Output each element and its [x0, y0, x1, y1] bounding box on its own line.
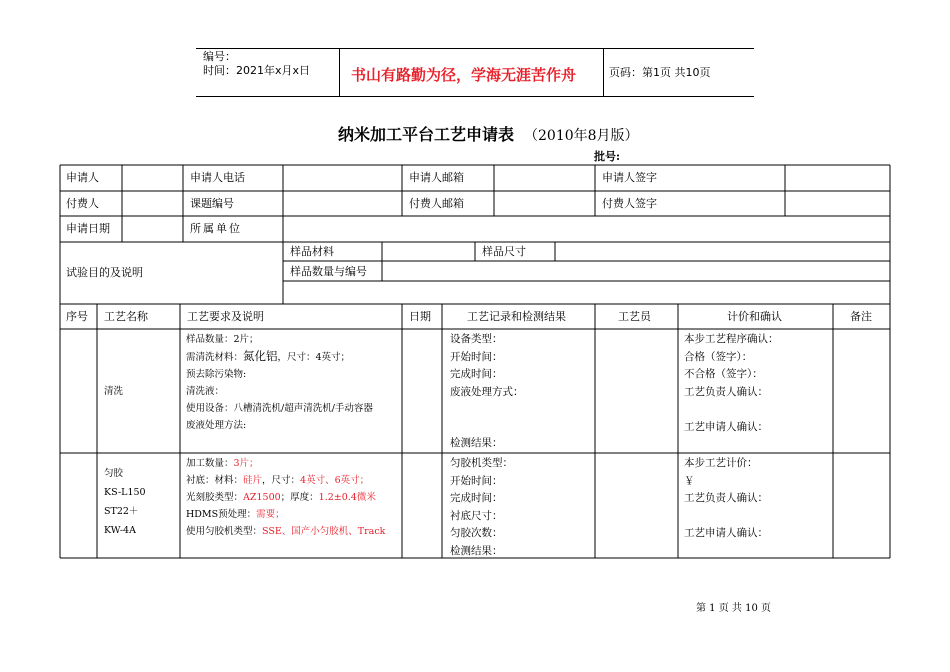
- cleaning-pricing: [684, 331, 779, 401]
- cleaning-qty: 样品数量：2片；: [186, 334, 259, 345]
- cleaning-liquid: 清洗液：: [186, 386, 225, 397]
- coating-name-line-4: KW-4A: [104, 525, 136, 536]
- page-footer: 第 1 页 共 10 页: [696, 603, 771, 614]
- coating-records: [450, 455, 513, 560]
- coating-qty: 加工数量：3片；: [186, 458, 259, 469]
- coating-substrate-size: 衬底尺寸：: [450, 509, 503, 522]
- coating-name-line-3: ST22＋: [104, 506, 139, 517]
- cleaning-owner-confirm: 工艺负责人确认：: [684, 385, 768, 398]
- label-project-number: 课题编号: [190, 197, 234, 210]
- label-payer-email: 付费人邮箱: [409, 197, 464, 210]
- coating-pricing: [684, 455, 768, 508]
- form-title-text: 纳米加工平台工艺申请表: [338, 125, 515, 144]
- coating-start-time: 开始时间：: [450, 474, 503, 487]
- cleaning-fail-sign: 不合格（签字）：: [684, 368, 763, 380]
- cleaning-step-confirm: 本步工艺程序确认：: [684, 333, 779, 345]
- cleaning-requirements: [186, 331, 373, 434]
- page-info: 页码：第1页 共10页: [609, 66, 711, 79]
- motto-banner: 书山有路勤为径，学海无涯苦作舟: [351, 66, 577, 84]
- label-apply-date: 申请日期: [66, 222, 110, 235]
- batch-number-label: 批号:: [594, 150, 621, 163]
- label-applicant-phone: 申请人电话: [190, 171, 245, 184]
- cleaning-applicant-confirm: 工艺申请人确认：: [684, 421, 768, 433]
- col-header-records: 工艺记录和检测结果: [467, 310, 566, 323]
- document-number-label: 编号：: [203, 50, 236, 63]
- coating-resist: 光刻胶类型：AZ1500；厚度：1.2±0.4微米: [186, 492, 376, 503]
- col-header-pricing: 计价和确认: [727, 310, 782, 323]
- label-sample-material: 样品材料: [290, 245, 334, 258]
- coating-substrate: 衬底：材料：硅片，尺寸：4英寸、6英寸；: [186, 475, 370, 486]
- label-applicant-sign: 申请人签字: [602, 171, 657, 184]
- coating-inspection-result: 检测结果：: [450, 544, 503, 557]
- coating-coater-type: 使用匀胶机类型：SSE、国产小匀胶机、Track: [186, 526, 386, 537]
- form-version: （2010年8月版）: [524, 128, 639, 144]
- col-header-seq: 序号: [66, 310, 88, 323]
- coating-owner-confirm: 工艺负责人确认：: [684, 492, 768, 504]
- cleaning-pass-sign: 合格（签字）：: [684, 350, 753, 363]
- coating-count: 匀胶次数：: [450, 527, 503, 539]
- process-name-coating: [104, 464, 146, 540]
- cleaning-device-type: 设备类型：: [450, 333, 503, 345]
- label-applicant: 申请人: [66, 171, 99, 184]
- col-header-date: 日期: [409, 310, 431, 323]
- col-header-requirements: 工艺要求及说明: [187, 310, 264, 323]
- label-sample-qty-number: 样品数量与编号: [290, 265, 367, 278]
- label-applicant-email: 申请人邮箱: [409, 171, 464, 184]
- cleaning-start-time: 开始时间：: [450, 350, 503, 363]
- cleaning-waste-disposal: 废液处理方式：: [450, 385, 524, 398]
- col-header-operator: 工艺员: [618, 310, 651, 323]
- label-payer-sign: 付费人签字: [602, 197, 657, 210]
- coating-applicant-confirm: 工艺申请人确认：: [684, 527, 768, 539]
- process-name-cleaning: 清洗: [104, 386, 124, 397]
- col-header-process-name: 工艺名称: [104, 310, 148, 323]
- cleaning-inspection-result: 检测结果：: [450, 437, 503, 449]
- label-affiliation: 所属单位: [190, 222, 242, 235]
- coating-name-line-1: 匀胶: [104, 468, 124, 479]
- coating-name-line-2: KS-L150: [104, 487, 146, 498]
- cleaning-contaminant: 预去除污染物:: [186, 369, 247, 380]
- coating-hdms: HDMS预处理：需要；: [186, 509, 285, 520]
- cleaning-material: 需清洗材料：氮化铝，尺寸：4英寸；: [186, 349, 351, 363]
- cleaning-records: [450, 331, 524, 401]
- coating-coater-type-record: 匀胶机类型：: [450, 457, 513, 469]
- coating-step-price: 本步工艺计价：: [684, 457, 758, 469]
- label-payer: 付费人: [66, 197, 99, 210]
- col-header-remarks: 备注: [850, 310, 872, 323]
- coating-currency: ￥: [684, 474, 695, 487]
- cleaning-waste-method: 废液处理方法:: [186, 420, 247, 431]
- coating-requirements: [186, 455, 385, 540]
- label-sample-size: 样品尺寸: [482, 245, 526, 258]
- coating-end-time: 完成时间：: [450, 492, 503, 504]
- cleaning-end-time: 完成时间：: [450, 368, 503, 380]
- document-date: 时间：2021年x月x日: [203, 64, 311, 77]
- label-test-purpose: 试验目的及说明: [66, 266, 143, 279]
- cleaning-equipment: 使用设备：八槽清洗机/超声清洗机/手动容器: [186, 403, 373, 414]
